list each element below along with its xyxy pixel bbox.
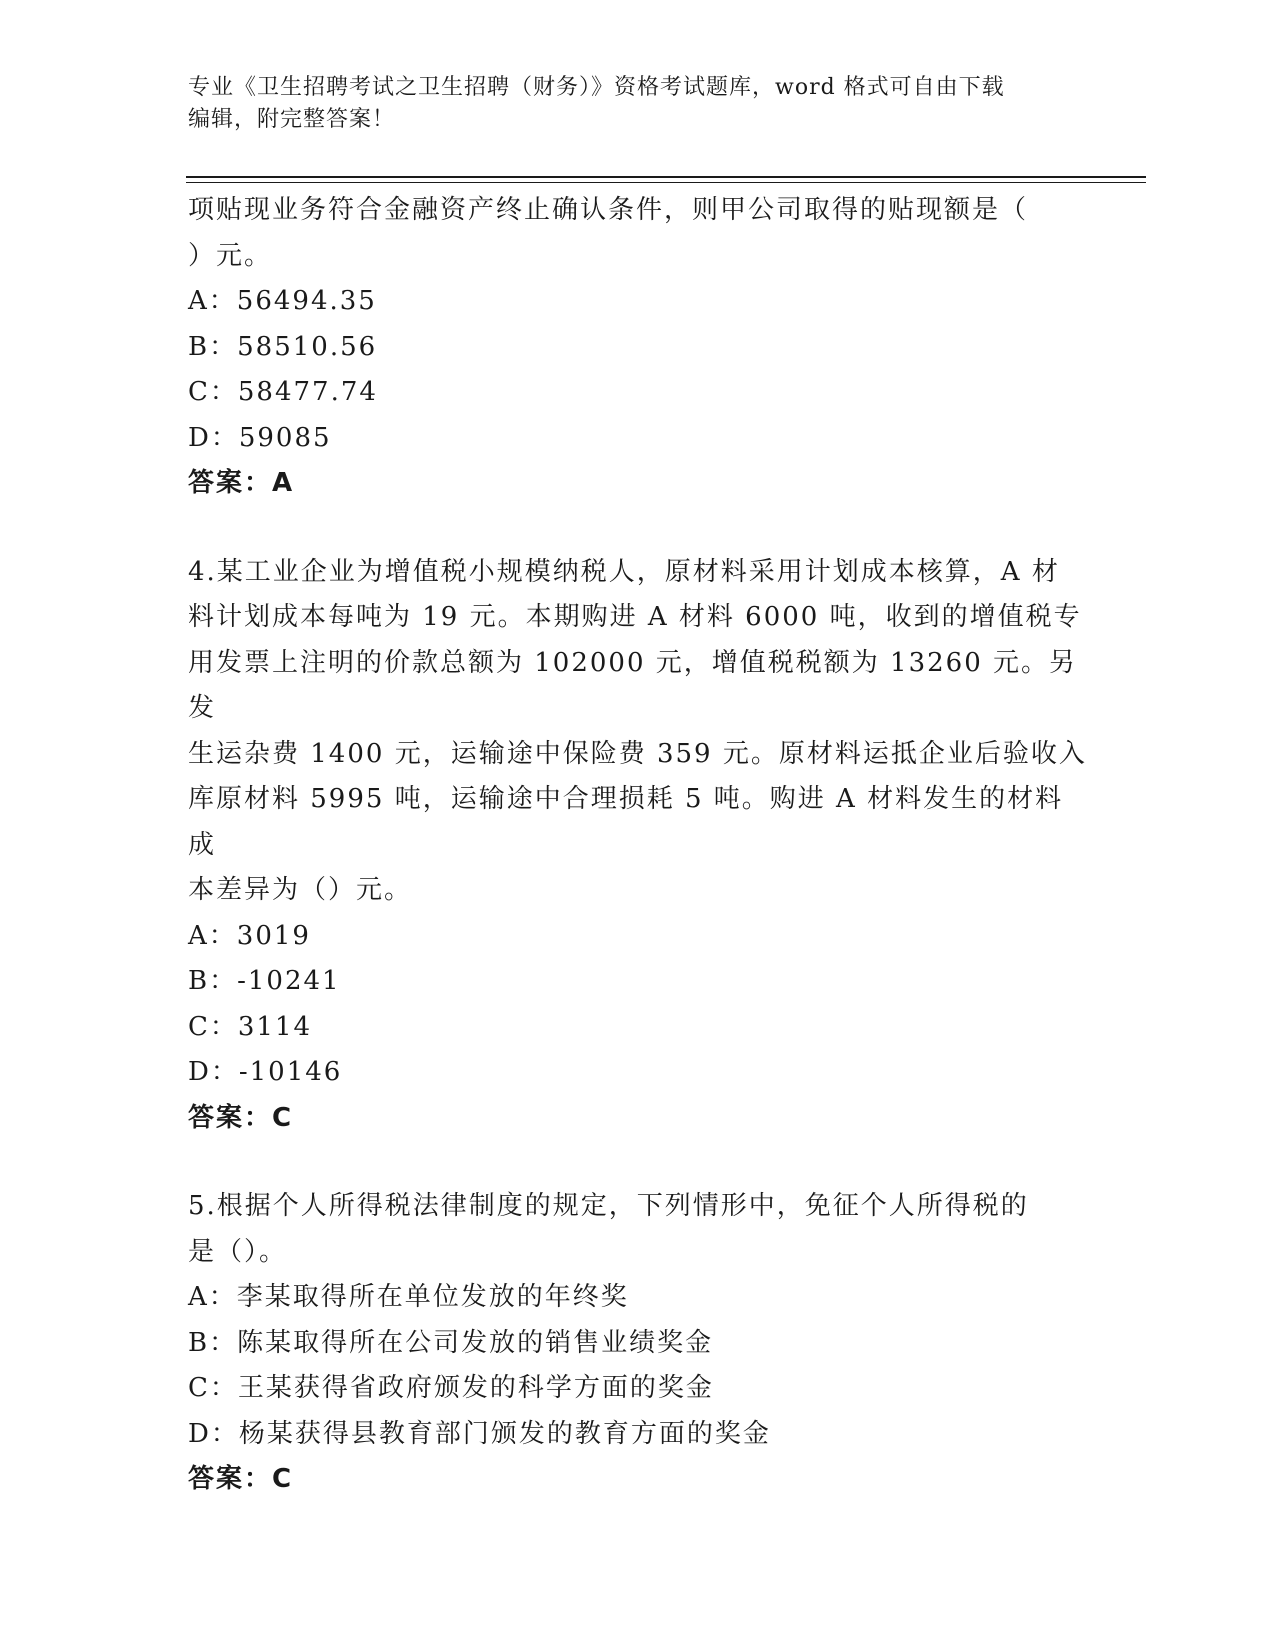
- question-5: [188, 1184, 1088, 1503]
- answer-line: 答案：A: [188, 468, 295, 498]
- question-stem-line: ）元。: [188, 240, 273, 271]
- document-header: [188, 72, 1088, 136]
- option-c: C：王某获得省政府颁发的科学方面的奖金: [188, 1373, 714, 1403]
- option-c: C：58477.74: [188, 377, 378, 407]
- question-stem-line: 本差异为（）元。: [188, 875, 413, 905]
- header-divider-thick: [186, 176, 1146, 178]
- question-gap: [188, 507, 1088, 550]
- answer-line: 答案：C: [188, 1464, 294, 1494]
- question-content: [188, 188, 1088, 1503]
- option-a: A：3019: [188, 920, 311, 951]
- option-b: B：58510.56: [188, 331, 378, 362]
- option-b: B：-10241: [188, 966, 341, 996]
- option-d: D：杨某获得县教育部门颁发的教育方面的奖金: [188, 1418, 771, 1449]
- question-stem-line: 4.某工业企业为增值税小规模纳税人，原材料采用计划成本核算，A 材: [188, 556, 1060, 587]
- question-3: [188, 188, 1088, 507]
- option-c: C：3114: [188, 1011, 313, 1042]
- header-line-2: 编辑，附完整答案！: [188, 107, 396, 132]
- question-stem-line: 5.根据个人所得税法律制度的规定，下列情形中，免征个人所得税的: [188, 1191, 1029, 1221]
- option-d: D：-10146: [188, 1057, 343, 1087]
- question-stem-line: 用发票上注明的价款总额为 102000 元，增值税税额为 13260 元。另发: [188, 647, 1078, 723]
- header-divider-thin: [186, 182, 1146, 183]
- option-a: A：李某取得所在单位发放的年终奖: [188, 1282, 629, 1312]
- question-4: [188, 550, 1088, 1142]
- header-line-1: 专业《卫生招聘考试之卫生招聘（财务）》资格考试题库，word 格式可自由下载: [188, 75, 1005, 100]
- option-b: B：陈某取得所在公司发放的销售业绩奖金: [188, 1327, 714, 1358]
- question-stem-line: 生运杂费 1400 元，运输途中保险费 359 元。原材料运抵企业后验收入: [188, 738, 1087, 769]
- answer-line: 答案：C: [188, 1102, 294, 1133]
- option-a: A：56494.35: [188, 286, 377, 316]
- question-stem-line: 项贴现业务符合金融资产终止确认条件，则甲公司取得的贴现额是（: [188, 195, 1029, 225]
- question-stem-line: 库原材料 5995 吨，运输途中合理损耗 5 吨。购进 A 材料发生的材料成: [188, 784, 1064, 860]
- question-stem-line: 料计划成本每吨为 19 元。本期购进 A 材料 6000 吨，收到的增值税专: [188, 602, 1082, 632]
- option-d: D：59085: [188, 422, 332, 453]
- question-gap: [188, 1141, 1088, 1184]
- question-stem-line: 是（）。: [188, 1236, 288, 1267]
